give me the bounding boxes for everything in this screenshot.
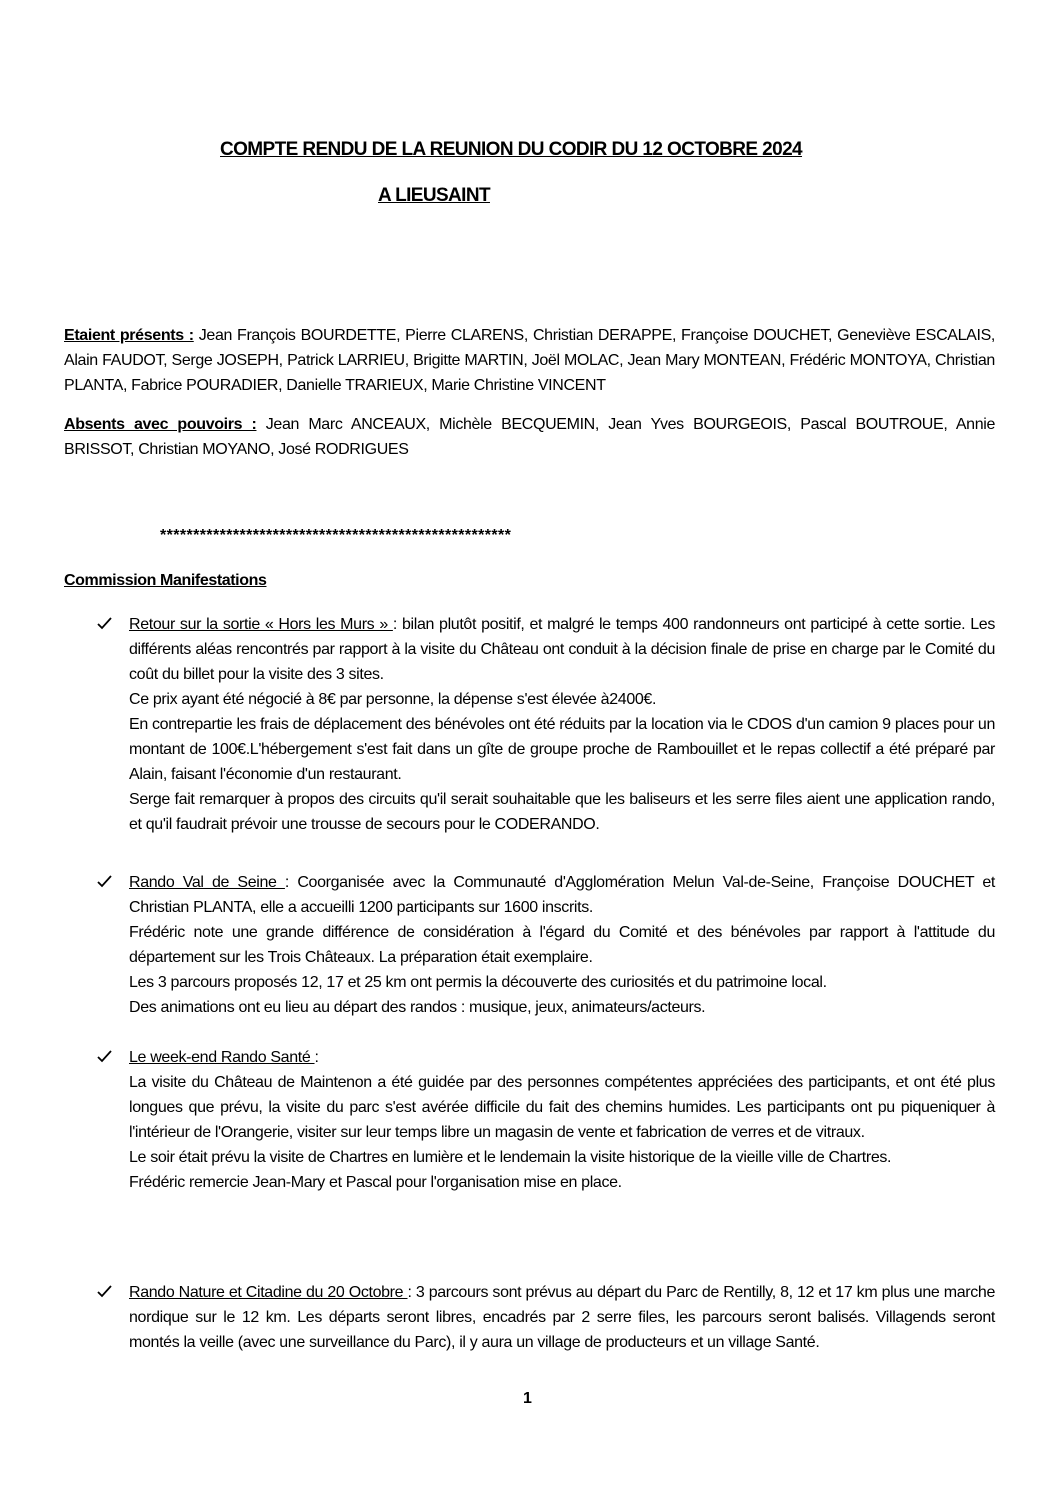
checkmark-icon (97, 1280, 117, 1298)
item-text: Frédéric remercie Jean-Mary et Pascal pour l'organisation mise en place. (129, 1174, 622, 1191)
checkmark-icon (97, 1045, 117, 1063)
absent-names: Jean Marc ANCEAUX, Michèle BECQUEMIN, Jean Yves BOURGEOIS, Pascal BOUTROUE, Annie BRISSOT, Christian MOYANO, José RODRIGUES (64, 416, 995, 458)
page-number: 1 (523, 1390, 532, 1407)
checkmark-icon (97, 870, 117, 888)
list-item (97, 870, 995, 1020)
list-item (97, 612, 995, 837)
item-text: En contrepartie les frais de déplacement des bénévoles ont été réduits par la location via le CDOS d'un camion 9 places pour un montant de 100€.L'hébergement s'est fait dans un gîte de groupe proche de Rambouillet et le repas collectif a été préparé par Alain, faisant l'économie d'un restaurant. (129, 716, 995, 783)
list-item (97, 1045, 995, 1195)
item-text: Le soir était prévu la visite de Chartres en lumière et le lendemain la visite historique de la vieille ville de Chartres. (129, 1149, 892, 1166)
document-title: COMPTE RENDU DE LA REUNION DU CODIR DU 12 OCTOBRE 2024 (220, 139, 803, 160)
item-heading: Retour sur la sortie « Hors les Murs » (129, 616, 393, 633)
section-title: Commission Manifestations (64, 572, 267, 589)
item-heading: Rando Val de Seine (129, 874, 285, 891)
item-text: La visite du Château de Maintenon a été guidée par des personnes compétentes appréciées des participants, et ont été plus longues que prévu, la visite du parc s'est avérée difficile du fait des chemins humides. Les participants ont pu piqueniquer à l'intérieur de l'Orangerie, visiter sur leur temps libre un magasin de vente et fabrication de verres et de vitraux. (129, 1074, 995, 1141)
item-text: Serge fait remarquer à propos des circuits qu'il serait souhaitable que les baliseurs et les serre files aient une application rando, et qu'il faudrait prévoir une trousse de secours pour le CODERANDO. (129, 791, 995, 833)
item-text: : (314, 1049, 319, 1066)
document-subtitle-location: A LIEUSAINT (378, 185, 490, 206)
attendees-absent (64, 412, 995, 462)
item-heading: Le week-end Rando Santé (129, 1049, 315, 1066)
item-text: Frédéric note une grande différence de considération à l'égard du Comité et des bénévoles par rapport à l'attitude du département sur les Trois Châteaux. La préparation était exemplaire. (129, 924, 995, 966)
list-item (97, 1280, 995, 1355)
item-text: Les 3 parcours proposés 12, 17 et 25 km ont permis la découverte des curiosités et du patrimoine local. (129, 974, 827, 991)
item-heading: Rando Nature et Citadine du 20 Octobre (129, 1284, 408, 1301)
item-text: Des animations ont eu lieu au départ des randos : musique, jeux, animateurs/acteurs. (129, 999, 706, 1016)
checkmark-icon (97, 612, 117, 630)
attendees-present (64, 323, 995, 398)
present-names: Jean François BOURDETTE, Pierre CLARENS, Christian DERAPPE, Françoise DOUCHET, Geneviève ESCALAIS, Alain FAUDOT, Serge JOSEPH, Patrick LARRIEU, Brigitte MARTIN, Joël MOLAC, Jean Mary MONTEAN, Frédéric MONTOYA, Christian PLANTA, Fabrice POURADIER, Danielle TRARIEUX, Marie Christine VINCENT (64, 327, 995, 394)
item-text: : bilan plutôt positif, et malgré le temps 400 randonneurs ont participé à cette sortie. Les différents aléas rencontrés par rapport à la visite du Château ont conduit à la décision finale de prise en charge par le Comité du coût du billet pour la visite des 3 sites. (129, 616, 995, 683)
separator-line: ***************************************************** (160, 527, 512, 544)
item-text: : 3 parcours sont prévus au départ du Parc de Rentilly, 8, 12 et 17 km plus une marche nordique sur le 12 km. Les départs seront libres, encadrés par 2 serre files, les parcours seront balisés. Villagends seront montés la veille (avec une surveillance du Parc), il y aura un village de producteurs et un village Santé. (129, 1284, 995, 1351)
absent-label: Absents avec pouvoirs : (64, 416, 257, 433)
present-label: Etaient présents : (64, 327, 194, 344)
item-text: : Coorganisée avec la Communauté d'Agglomération Melun Val-de-Seine, Françoise DOUCHET et Christian PLANTA, elle a accueilli 1200 participants sur 1600 inscrits. (129, 874, 996, 916)
item-text: Ce prix ayant été négocié à 8€ par personne, la dépense s'est élevée à2400€. (129, 691, 657, 708)
